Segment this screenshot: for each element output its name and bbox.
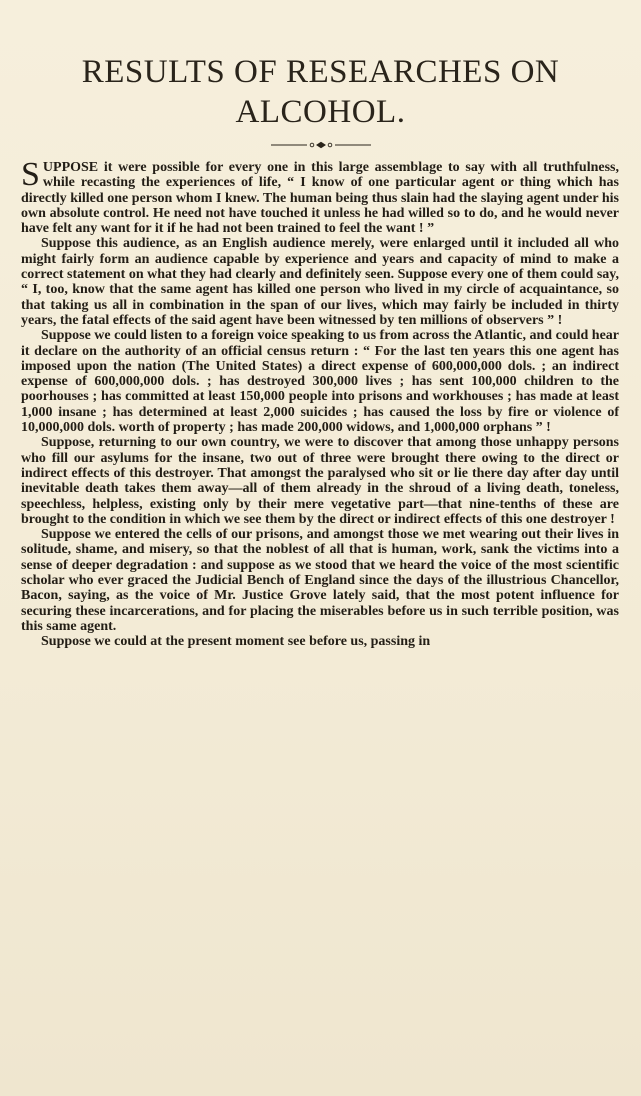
article-body bbox=[21, 156, 619, 650]
paragraph-3: Suppose we could listen to a foreign voice speaking to us from across the Atlantic, and could hear it declare on the authority of an official census return : “ For the last ten years this one agent has imposed upon the nation (The United States) a direct expense of 600,000,000 dols. ; an indirect expense of 600,000,000 dols. ; has destroyed 300,000 lives ; has sent 100,000 children to the poorhouses ; has committed at least 150,000 people into prisons and workhouses ; has made at least 1,000 insane ; has determined at least 2,000 suicides ; has caused the loss by fire or violence of 10,000,000 dols. worth of property ; has made 200,000 widows, and 1,000,000 orphans ” ! bbox=[21, 328, 619, 436]
page-title-line-1: RESULTS OF RESEARCHES ON bbox=[81, 54, 560, 90]
paragraph-1-text: UPPOSE it were possible for every one in this large assemblage to say with all truthfulness, while recasting the experiences of life, “ I know of one particular agent or thing which has directly killed one person whom I knew. The human being thus slain had the slaying agent under his own absolute control. He need not have touched it unless he had willed so to do, and he would never have felt any want for it if he had not been trained to feel the want ! ” bbox=[21, 160, 619, 237]
paragraph-5: Suppose we entered the cells of our prisons, and amongst those we met wearing out their lives in solitude, shame, and misery, so that the noblest of all that is human, work, sank the victims into a sense of deeper degradation : and suppose as we stood that we heard the voice of the most scientific scholar who ever graced the Judicial Bench of England since the days of the illustrious Chancellor, Bacon, saying, as the voice of Mr. Justice Grove lately said, that the most potent influence for securing these incarcerations, and for placing the miserables before us in such terrible position, was this same agent. bbox=[21, 527, 619, 634]
paragraph-4: Suppose, returning to our own country, we were to discover that among those unhappy persons who fill our asylums for the insane, two out of three were brought there owing to the direct or indirect effects of this destroyer. That amongst the paralysed who sit or lie there day after day until inevitable death takes them away—all of them already in the shroud of a living death, toneless, speechless, helpless, existing only by their mere vegetative part—that nine-tenths of these are brought to the condition in which we see them by the direct or indirect effects of this one destroyer ! bbox=[21, 435, 619, 527]
paragraph-2: Suppose this audience, as an English audience merely, were enlarged until it included all who might fairly form an audience capable by experience and years and capacity of mind to make a correct statement on what they had clearly and definitely seen. Suppose every one of them could say, “ I, too, know that the same agent has killed one person who lived in my circle of acquaintance, so that taking us all in combination in the span of our lives, which may fairly be included in thirty years, the fatal effects of the said agent have been witnessed by ten millions of observers ” ! bbox=[21, 236, 619, 328]
drop-cap: S bbox=[21, 156, 40, 193]
page-title-line-2: ALCOHOL. bbox=[235, 94, 406, 130]
rule-ornament-icon bbox=[271, 141, 371, 149]
paragraph-1 bbox=[21, 156, 619, 237]
paragraph-6: Suppose we could at the present moment see before us, passing in bbox=[41, 634, 431, 650]
